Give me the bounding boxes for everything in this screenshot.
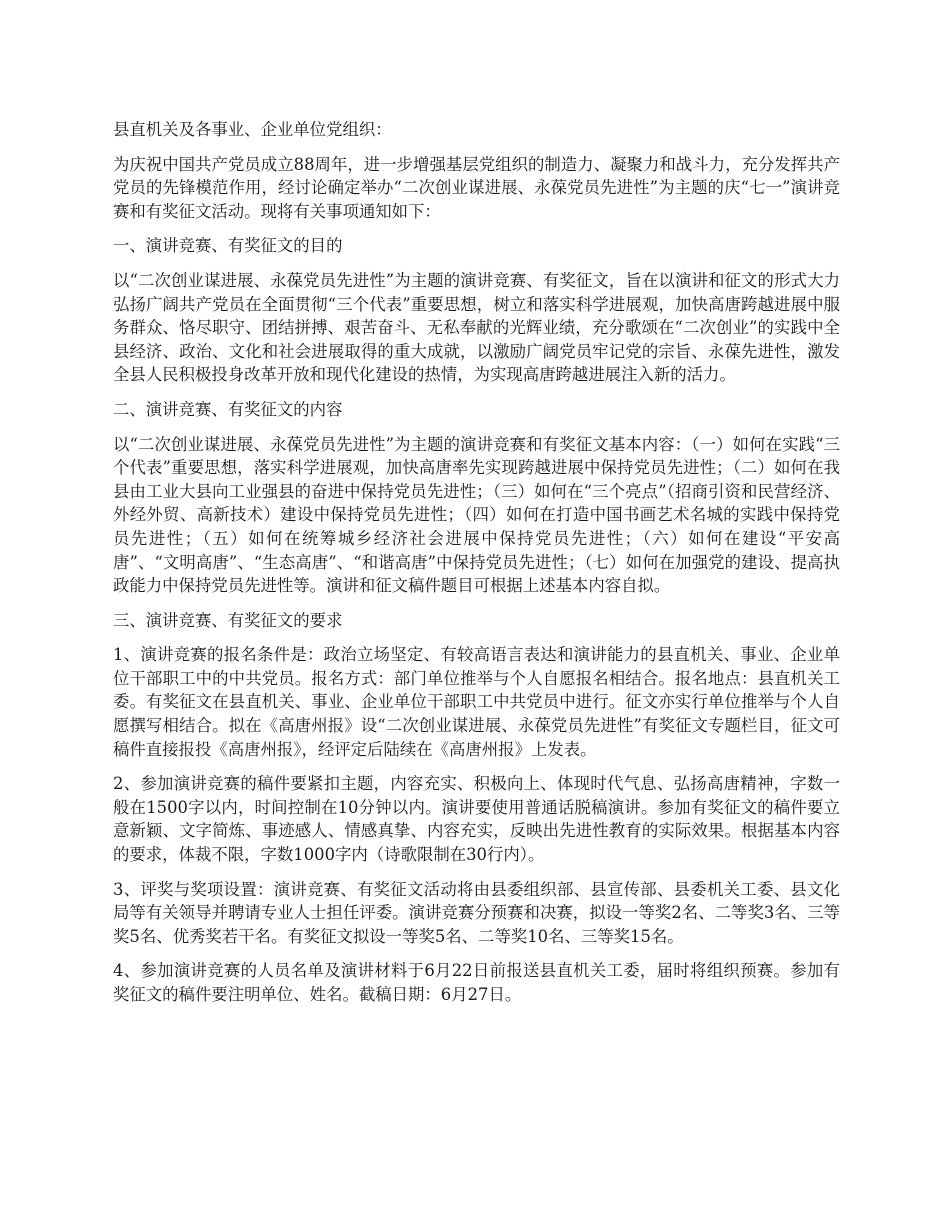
- section-heading-purpose: 一、演讲竞赛、有奖征文的目的: [113, 236, 343, 256]
- section-heading-requirements: 三、演讲竞赛、有奖征文的要求: [113, 610, 343, 630]
- document-body: [113, 118, 840, 1018]
- requirement-paragraph-4: 4、参加演讲竞赛的人员名单及演讲材料于6月22日前报送县直机关工委，届时将组织预赛。参加有奖征文的稿件要注明单位、姓名。截稿日期：6月27日。: [113, 961, 840, 1004]
- requirement-paragraph-3: 3、评奖与奖项设置：演讲竞赛、有奖征文活动将由县委组织部、县宣传部、县委机关工委、县文化局等有关领导并聘请专业人士担任评委。演讲竞赛分预赛和决赛，拟设一等奖2名、二等奖3名、三等奖5名、优秀奖若干名。有奖征文拟设一等奖5名、二等奖10名、三等奖15名。: [113, 879, 840, 946]
- intro-paragraph: 为庆祝中国共产党员成立88周年，进一步增强基层党组织的制造力、凝聚力和战斗力，充分发挥共产党员的先锋模范作用，经讨论确定举办“二次创业谋进展、永葆党员先进性”为主题的庆“七一”演讲竞赛和有奖征文活动。现将有关事项通知如下：: [113, 154, 840, 221]
- purpose-paragraph: 以“二次创业谋进展、永葆党员先进性”为主题的演讲竞赛、有奖征文，旨在以演讲和征文的形式大力弘扬广阔共产党员在全面贯彻“三个代表”重要思想，树立和落实科学进展观，加快高唐跨越进展中服务群众、恪尽职守、团结拼搏、艰苦奋斗、无私奉献的光辉业绩，充分歌颂在“二次创业”的实践中全县经济、政治、文化和社会进展取得的重大成就，以激励广阔党员牢记党的宗旨、永葆先进性，激发全县人民积极投身改革开放和现代化建设的热情，为实现高唐跨越进展注入新的活力。: [113, 270, 840, 385]
- section-heading-content: 二、演讲竞赛、有奖征文的内容: [113, 399, 343, 419]
- content-paragraph: 以“二次创业谋进展、永葆党员先进性”为主题的演讲竞赛和有奖征文基本内容：（一）如何在实践“三个代表”重要思想，落实科学进展观，加快高唐率先实现跨越进展中保持党员先进性；（二）如何在我县由工业大县向工业强县的奋进中保持党员先进性；（三）如何在“三个亮点”（招商引资和民营经济、外经外贸、高新技术）建设中保持党员先进性；（四）如何在打造中国书画艺术名城的实践中保持党员先进性；（五）如何在统筹城乡经济社会进展中保持党员先进性；（六）如何在建设“平安高唐”、“文明高唐”、“生态高唐”、“和谐高唐”中保持党员先进性；（七）如何在加强党的建设、提高执政能力中保持党员先进性等。演讲和征文稿件题目可根据上述基本内容自拟。: [113, 434, 840, 596]
- requirement-paragraph-1: 1、演讲竞赛的报名条件是：政治立场坚定、有较高语言表达和演讲能力的县直机关、事业、企业单位干部职工中的中共党员。报名方式：部门单位推举与个人自愿报名相结合。报名地点：县直机关工委。有奖征文在县直机关、事业、企业单位干部职工中共党员中进行。征文亦实行单位推举与个人自愿撰写相结合。拟在《高唐州报》设“二次创业谋进展、永葆党员先进性”有奖征文专题栏目，征文可稿件直接报投《高唐州报》，经评定后陆续在《高唐州报》上发表。: [113, 645, 840, 759]
- requirement-paragraph-2: 2、参加演讲竞赛的稿件要紧扣主题，内容充实、积极向上、体现时代气息、弘扬高唐精神，字数一般在1500字以内，时间控制在10分钟以内。演讲要使用普通话脱稿演讲。参加有奖征文的稿件要立意新颖、文字简炼、事迹感人、情感真挚、内容充实，反映出先进性教育的实际效果。根据基本内容的要求，体裁不限，字数1000字内（诗歌限制在30行内）。: [113, 774, 840, 865]
- salutation: 县直机关及各事业、企业单位党组织：: [113, 120, 392, 139]
